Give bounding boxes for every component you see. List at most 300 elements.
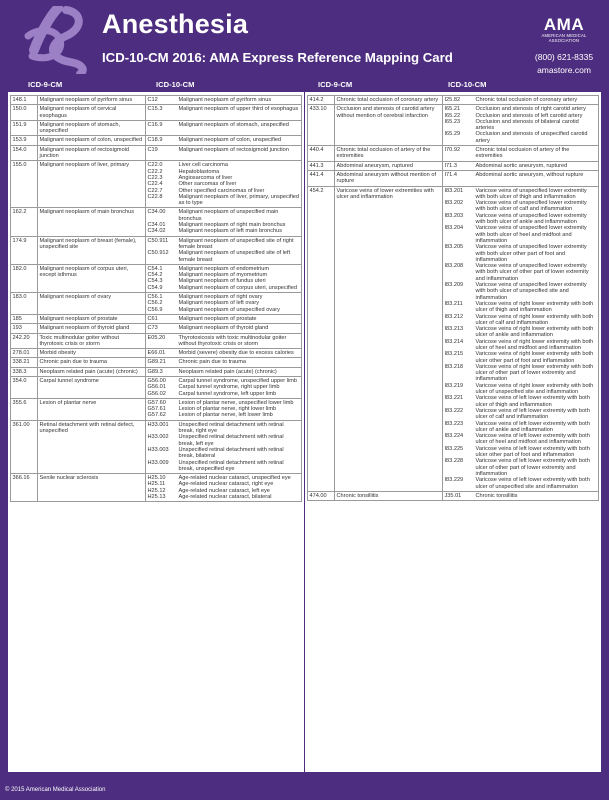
icd10-mappings [146, 474, 302, 502]
icd10-description: Malignant neoplasm of fundus uteri [178, 278, 266, 285]
icd10-mappings [146, 120, 302, 136]
icd10-code: C22.3 [147, 174, 163, 181]
icd10-code: G89.3 [147, 368, 163, 375]
icd10-description: Unspecified retinal detachment with retinal break, bilateral [178, 446, 284, 460]
icd10-mapping [445, 364, 597, 383]
icd10-description: Chronic pain due to trauma [178, 359, 246, 366]
icd9-description: Chronic tonsillitis [335, 491, 443, 500]
icd10-description: Morbid (severe) obesity due to excess calories [178, 350, 294, 357]
icd10-mapping [148, 122, 300, 128]
icd10-code: G56.02 [147, 390, 166, 397]
icd10-mappings [146, 136, 302, 145]
icd10-code: I65.22 [444, 112, 461, 119]
icd9-code: 153.9 [11, 136, 38, 145]
icd10-code: C19 [147, 146, 158, 153]
icd10-description: Varicose veins of left lower extremity with both ulcer of unspecified site and inflammation [475, 477, 590, 490]
page-subtitle: ICD-10-CM 2016: AMA Express Reference Mapping Card [102, 50, 453, 65]
icd9-description: Malignant neoplasm of liver, primary [38, 161, 146, 208]
icd10-description: Varicose veins of right lower extremity with both ulcer other part of foot and inflammation [475, 351, 594, 364]
icd10-description: Varicose veins of right lower extremity with both ulcer of calf and inflammation [475, 313, 594, 326]
icd9-description: Neoplasm related pain (acute) (chronic) [38, 367, 146, 376]
icd10-code: C22.7 [147, 187, 163, 194]
icd10-description: Chronic total occlusion of artery of the extremities [475, 147, 570, 160]
col-header-icd9-left: ICD-9-CM [28, 80, 63, 89]
icd10-code: H33.001 [147, 421, 169, 428]
icd10-mapping [148, 494, 300, 500]
icd9-code: 338.3 [11, 367, 38, 376]
icd10-mapping [445, 225, 597, 244]
left-panel [8, 92, 304, 772]
icd10-code: C22.8 [147, 193, 163, 200]
icd10-code: C12 [147, 97, 158, 103]
icd10-mapping [445, 477, 597, 490]
icd9-code: 414.2 [308, 96, 335, 105]
icd10-description: Malignant neoplasm of endometrium [178, 265, 269, 272]
icd10-description: Malignant neoplasm of unspecified site of right female breast [178, 237, 294, 250]
icd10-code: C54.2 [147, 272, 163, 279]
icd10-description: Age-related nuclear cataract, unspecified eye [178, 475, 291, 482]
icd9-description: Toxic multinodular goiter without thyrotoxic crisis or storm [38, 333, 146, 349]
icd10-mapping [445, 339, 597, 352]
icd10-mapping [148, 307, 300, 313]
icd10-description: Unspecified retinal detachment with retinal break, left eye [178, 434, 284, 447]
icd10-mapping [445, 433, 597, 446]
icd10-mappings [146, 236, 302, 264]
icd10-mappings [146, 333, 302, 349]
page-title: Anesthesia [102, 9, 249, 39]
icd10-mapping [148, 97, 300, 103]
icd10-code: I83.219 [444, 382, 464, 389]
icd9-code: 338.21 [11, 358, 38, 367]
icd10-code: I71.3 [444, 162, 457, 169]
icd9-description: Occlusion and stenosis of carotid artery without mention of cerebral infarction [335, 105, 443, 146]
icd10-code: C56.2 [147, 300, 163, 307]
icd10-mapping [148, 325, 300, 331]
icd10-description: Unspecified retinal detachment with retinal break, right eye [178, 421, 284, 435]
icd9-code: 193 [11, 324, 38, 333]
icd9-description: Malignant neoplasm of main bronchus [38, 208, 146, 236]
icd10-code: I83.201 [444, 187, 464, 194]
icd9-description: Malignant neoplasm of corpus uteri, except isthmus [38, 264, 146, 292]
icd10-code: C18.9 [147, 137, 163, 144]
table-row [11, 161, 302, 208]
icd10-code: I25.82 [444, 97, 461, 103]
icd10-description: Age-related nuclear cataract, bilateral [178, 494, 272, 501]
table-row [11, 333, 302, 349]
icd10-code: G56.01 [147, 384, 166, 391]
icd10-code: G56.00 [147, 377, 166, 384]
icd10-mappings [146, 145, 302, 161]
icd10-description: Malignant neoplasm of right ovary [178, 294, 263, 301]
store-url: amastore.com [537, 65, 591, 75]
icd10-code: I65.21 [444, 106, 461, 113]
icd10-code: I65.23 [444, 118, 461, 125]
icd10-code: C54.3 [147, 278, 163, 285]
icd10-code: C34.00 [147, 209, 166, 216]
table-row [308, 161, 599, 170]
icd9-description: Chronic pain due to trauma [38, 358, 146, 367]
col-header-icd10-right: ICD-10-CM [448, 80, 487, 89]
icd10-mappings [146, 105, 302, 121]
icd10-code: C56.9 [147, 306, 163, 313]
icd10-mappings [443, 161, 599, 170]
icd10-code: H25.13 [147, 494, 166, 501]
icd10-description: Varicose veins of left lower extremity with both ulcer of thigh and inflammation [475, 395, 590, 408]
icd10-description: Malignant neoplasm of myometrium [178, 272, 268, 279]
table-row [11, 398, 302, 420]
icd9-description: Malignant neoplasm of colon, unspecified [38, 136, 146, 145]
icd10-description: Malignant neoplasm of left main bronchus [178, 228, 283, 235]
icd9-code: 433.10 [308, 105, 335, 146]
icd9-description: Malignant neoplasm of thyroid gland [38, 324, 146, 333]
icd10-description: Age-related nuclear cataract, left eye [178, 487, 270, 494]
icd10-description: Chronic total occlusion of coronary artery [475, 97, 578, 103]
icd9-code: 185 [11, 314, 38, 323]
icd10-description: Chronic tonsillitis [475, 492, 518, 499]
icd10-code: I83.211 [444, 300, 463, 307]
icd9-code: 183.0 [11, 293, 38, 315]
icd10-mapping [445, 458, 597, 477]
icd9-code: 278.01 [11, 349, 38, 358]
icd10-description: Varicose veins of right lower extremity with both ulcer of heel and midfoot and inflammation [475, 338, 594, 351]
icd10-description: Malignant neoplasm of thyroid gland [178, 325, 269, 332]
icd10-code: I83.204 [444, 225, 464, 232]
icd9-description: Abdominal aneurysm without mention of rupture [335, 170, 443, 186]
icd10-mapping [148, 147, 300, 153]
icd10-description: Occlusion and stenosis of bilateral carotid arteries [475, 118, 579, 132]
icd10-description: Carpal tunnel syndrome, left upper limb [178, 390, 277, 397]
icd10-mapping [148, 412, 300, 418]
icd10-code: I83.229 [444, 477, 464, 484]
icd9-code: 150.0 [11, 105, 38, 121]
icd10-code: C34.01 [147, 222, 166, 229]
icd9-description: Morbid obesity [38, 349, 146, 358]
icd10-mapping [148, 316, 300, 322]
table-row [308, 186, 599, 491]
icd9-description: Abdominal aneurysm, ruptured [335, 161, 443, 170]
icd10-code: I83.214 [444, 338, 464, 345]
table-row [11, 349, 302, 358]
icd9-description: Malignant neoplasm of cervical esophagus [38, 105, 146, 121]
icd10-mappings [146, 314, 302, 323]
table-row [11, 105, 302, 121]
icd10-description: Varicose veins of right lower extremity with both ulcer of thigh and inflammation [475, 300, 594, 314]
icd10-code: I70.92 [444, 147, 461, 154]
icd9-code: 366.16 [11, 474, 38, 502]
icd10-description: Other specified carcinomas of liver [178, 187, 265, 194]
icd10-code: I83.222 [444, 407, 464, 414]
icd10-description: Abdominal aortic aneurysm, ruptured [475, 162, 568, 169]
icd9-code: 155.0 [11, 161, 38, 208]
icd10-description: Carpal tunnel syndrome, right upper limb [178, 384, 280, 391]
icd10-mapping [148, 250, 300, 263]
table-row [11, 376, 302, 398]
icd10-code: H33.002 [147, 434, 169, 441]
icd10-code: I83.205 [444, 244, 464, 251]
icd9-description: Carpal tunnel syndrome [38, 376, 146, 398]
icd10-mapping [148, 137, 300, 143]
table-row [308, 96, 599, 105]
icd10-mappings [146, 324, 302, 333]
icd10-mappings [146, 349, 302, 358]
icd10-mapping [148, 228, 300, 234]
table-row [11, 96, 302, 105]
icd10-mapping [445, 395, 597, 408]
icd10-description: Malignant neoplasm of corpus uteri, unspecified [178, 284, 297, 291]
icd10-mapping [445, 314, 597, 327]
icd10-code: I83.221 [444, 395, 464, 402]
icd10-mappings [146, 376, 302, 398]
icd10-code: I83.202 [444, 200, 464, 207]
table-row [11, 236, 302, 264]
table-row [11, 324, 302, 333]
icd10-code: I65.29 [444, 131, 461, 138]
icd10-code: I83.223 [444, 420, 464, 427]
icd10-description: Age-related nuclear cataract, right eye [178, 481, 274, 488]
icd10-code: C54.1 [147, 265, 163, 272]
icd10-mappings [443, 186, 599, 491]
icd9-description: Retinal detachment with retinal defect, unspecified [38, 420, 146, 473]
icd10-mappings [443, 146, 599, 162]
icd10-description: Abdominal aortic aneurysm, without rupture [475, 171, 584, 178]
icd10-code: H25.11 [147, 481, 166, 488]
icd9-code: 154.0 [11, 145, 38, 161]
icd10-code: G57.61 [147, 406, 166, 413]
icd10-description: Varicose veins of unspecified lower extremity with both ulcer of ankle and inflammation [475, 212, 587, 226]
icd10-code: H25.10 [147, 475, 166, 482]
icd10-mapping [445, 213, 597, 226]
icd10-description: Malignant neoplasm of liver, primary, unspecified as to type [178, 193, 300, 207]
icd10-mapping [148, 335, 300, 348]
icd10-code: G57.62 [147, 412, 166, 419]
icd10-mappings [146, 208, 302, 236]
icd10-description: Occlusion and stenosis of unspecified carotid artery [475, 131, 588, 144]
icd10-mapping [445, 172, 597, 178]
icd10-mapping [445, 383, 597, 396]
table-row [308, 105, 599, 146]
icd10-mapping [445, 301, 597, 314]
icd10-mapping [445, 351, 597, 364]
icd10-mapping [148, 391, 300, 397]
icd10-mapping [445, 493, 597, 499]
icd10-code: H25.12 [147, 487, 166, 494]
icd9-code: 162.2 [11, 208, 38, 236]
icd10-mapping [445, 282, 597, 301]
icd10-code: I83.213 [444, 326, 464, 333]
icd10-mapping [445, 263, 597, 282]
icd10-code: J35.01 [444, 492, 462, 499]
col-header-icd10-left: ICD-10-CM [156, 80, 195, 89]
table-row [11, 314, 302, 323]
icd10-description: Malignant neoplasm of pyriform sinus [178, 97, 272, 103]
icd10-mappings [146, 420, 302, 473]
icd10-code: G57.60 [147, 399, 166, 406]
icd9-description: Varicose veins of lower extremities with ulcer and inflammation [335, 186, 443, 491]
icd10-code: I83.218 [444, 363, 464, 370]
table-row [11, 367, 302, 376]
icd10-mapping [148, 209, 300, 222]
table-row [11, 420, 302, 473]
icd10-code: I83.209 [444, 282, 464, 289]
icd9-description: Chronic total occlusion of coronary artery [335, 96, 443, 105]
icd10-mapping [445, 119, 597, 132]
icd9-description: Chronic total occlusion of artery of the extremities [335, 146, 443, 162]
icd10-code: C15.3 [147, 106, 163, 113]
icd10-description: Varicose veins of left lower extremity with both ulcer other part of foot and inflammation [475, 445, 590, 459]
icd10-code: H33.003 [147, 446, 169, 453]
icd10-code: E05.20 [147, 334, 166, 341]
copyright: © 2015 American Medical Association [5, 787, 106, 793]
icd10-mapping [445, 446, 597, 459]
icd10-description: Malignant neoplasm of stomach, unspecified [178, 121, 289, 128]
icd10-code: I83.215 [444, 351, 464, 358]
icd10-code: C56.1 [147, 294, 163, 301]
icd10-description: Liver cell carcinoma [178, 162, 228, 169]
icd9-code: 174.9 [11, 236, 38, 264]
icd9-code: 151.9 [11, 120, 38, 136]
ama-brand-block [528, 16, 600, 75]
table-row [308, 146, 599, 162]
table-row [11, 208, 302, 236]
icd10-mapping [148, 194, 300, 207]
icd10-code: I71.4 [444, 171, 457, 178]
icd10-mapping [445, 408, 597, 421]
icd10-code: C16.9 [147, 121, 163, 128]
right-panel [305, 92, 601, 772]
icd10-mapping [148, 447, 300, 460]
icd10-mapping [445, 326, 597, 339]
icd10-mapping [148, 422, 300, 435]
icd10-description: Lesion of plantar nerve, right lower limb [178, 406, 277, 413]
icd9-code: 354.0 [11, 376, 38, 398]
icd9-description: Malignant neoplasm of rectosigmoid junction [38, 145, 146, 161]
icd10-mapping [148, 350, 300, 356]
icd10-code: I83.208 [444, 263, 464, 270]
icd10-description: Varicose veins of unspecified lower extremity with both ulcer of heel and midfoot and inflammation [475, 225, 587, 244]
icd10-description: Unspecified retinal detachment with retinal break, unspecified eye [178, 459, 284, 472]
icd9-description: Malignant neoplasm of breast (female), unspecified site [38, 236, 146, 264]
icd10-mapping [445, 244, 597, 263]
icd10-mapping [445, 147, 597, 160]
ama-logo: AMA [543, 15, 585, 34]
caduceus-logo [20, 6, 110, 74]
icd10-description: Varicose veins of unspecified lower extremity with both ulcer of unspecified site and inflammation [475, 282, 587, 301]
icd10-description: Malignant neoplasm of upper third of esophagus [178, 106, 299, 113]
left-mapping-table [10, 95, 302, 502]
icd10-mappings [146, 358, 302, 367]
icd10-description: Lesion of plantar nerve, left lower limb [178, 412, 273, 419]
icd10-code: C61 [147, 315, 158, 322]
icd10-code: I83.212 [444, 313, 464, 320]
icd10-mappings [146, 398, 302, 420]
icd10-mappings [443, 170, 599, 186]
icd10-description: Neoplasm related pain (acute) (chronic) [178, 368, 277, 375]
icd10-mapping [148, 369, 300, 375]
icd9-description: Malignant neoplasm of ovary [38, 293, 146, 315]
icd10-mappings [443, 491, 599, 500]
icd10-description: Varicose veins of left lower extremity with both ulcer of calf and inflammation [475, 407, 590, 421]
icd9-code: 474.00 [308, 491, 335, 500]
icd9-description: Lesion of plantar nerve [38, 398, 146, 420]
icd10-mapping [148, 106, 300, 112]
icd10-code: C34.02 [147, 228, 166, 235]
phone-number: (800) 621-8335 [534, 52, 594, 62]
icd10-description: Varicose veins of unspecified lower extremity with both ulcer of thigh and inflammation [475, 187, 587, 200]
icd10-code: C50.912 [147, 250, 169, 257]
icd10-description: Varicose veins of right lower extremity with both ulcer of other part of lower extremity and inflammation [475, 363, 594, 383]
icd10-code: I83.225 [444, 445, 464, 452]
icd10-description: Thyrotoxicosis with toxic multinodular goiter without thyrotoxic crisis or storm [178, 334, 287, 347]
icd10-description: Hepatoblastoma [178, 168, 220, 175]
icd10-mapping [148, 359, 300, 365]
icd10-description: Occlusion and stenosis of left carotid artery [475, 112, 583, 119]
icd9-code: 148.1 [11, 96, 38, 105]
icd10-description: Varicose veins of right lower extremity with both ulcer of ankle and inflammation [475, 326, 594, 339]
icd10-code: H33.009 [147, 459, 169, 466]
icd10-mapping [148, 285, 300, 291]
icd10-description: Malignant neoplasm of colon, unspecified [178, 137, 282, 144]
icd9-description: Malignant neoplasm of stomach, unspecified [38, 120, 146, 136]
icd9-description: Malignant neoplasm of pyriform sinus [38, 96, 146, 105]
icd10-code: C54.9 [147, 284, 163, 291]
icd10-mapping [445, 97, 597, 103]
icd10-mappings [146, 161, 302, 208]
ama-logo-subtext: AMERICAN MEDICAL ASSOCIATION [541, 33, 587, 43]
icd10-mapping [445, 421, 597, 434]
icd10-description: Malignant neoplasm of unspecified site of left female breast [178, 250, 291, 263]
icd10-description: Occlusion and stenosis of right carotid artery [475, 106, 586, 113]
icd10-mappings [146, 264, 302, 292]
icd10-description: Malignant neoplasm of rectosigmoid junction [178, 146, 289, 153]
icd10-code: I83.203 [444, 212, 464, 219]
icd10-description: Varicose veins of right lower extremity with both ulcer of unspecified site and inflammation [475, 382, 594, 396]
icd10-code: C22.4 [147, 181, 163, 188]
icd9-code: 454.2 [308, 186, 335, 491]
icd10-description: Malignant neoplasm of unspecified main bronchus [178, 209, 279, 222]
icd9-code: 361.00 [11, 420, 38, 473]
icd10-mapping [148, 434, 300, 447]
icd9-description: Senile nuclear sclerosis [38, 474, 146, 502]
icd10-description: Carpal tunnel syndrome, unspecified upper limb [178, 377, 297, 384]
icd10-mappings [443, 105, 599, 146]
icd10-mapping [445, 131, 597, 144]
icd10-description: Angiosarcoma of liver [178, 174, 233, 181]
icd10-description: Lesion of plantar nerve, unspecified lower limb [178, 399, 294, 406]
icd10-description: Varicose veins of unspecified lower extremity with both ulcer of other part of lower extremity and inflammation [475, 263, 589, 282]
table-row [11, 145, 302, 161]
icd10-mapping [148, 460, 300, 473]
icd10-code: C73 [147, 325, 158, 332]
icd10-mappings [443, 96, 599, 105]
icd9-code: 441.4 [308, 170, 335, 186]
icd10-code: I83.228 [444, 458, 464, 465]
table-row [11, 136, 302, 145]
table-row [11, 264, 302, 292]
icd10-code: C22.0 [147, 162, 163, 169]
icd10-mapping [445, 163, 597, 169]
icd10-description: Varicose veins of left lower extremity with both ulcer of ankle and inflammation [475, 420, 590, 433]
icd10-description: Varicose veins of left lower extremity with both ulcer of heel and midfoot and inflammation [475, 433, 590, 446]
icd10-mapping [148, 238, 300, 251]
icd9-code: 182.0 [11, 264, 38, 292]
table-row [308, 170, 599, 186]
icd10-description: Varicose veins of left lower extremity with both ulcer of other part of lower extremity and inflammation [475, 458, 590, 477]
icd9-description: Malignant neoplasm of prostate [38, 314, 146, 323]
icd10-code: C22.2 [147, 168, 163, 175]
icd10-mapping [445, 188, 597, 201]
table-row [308, 491, 599, 500]
icd9-code: 440.4 [308, 146, 335, 162]
